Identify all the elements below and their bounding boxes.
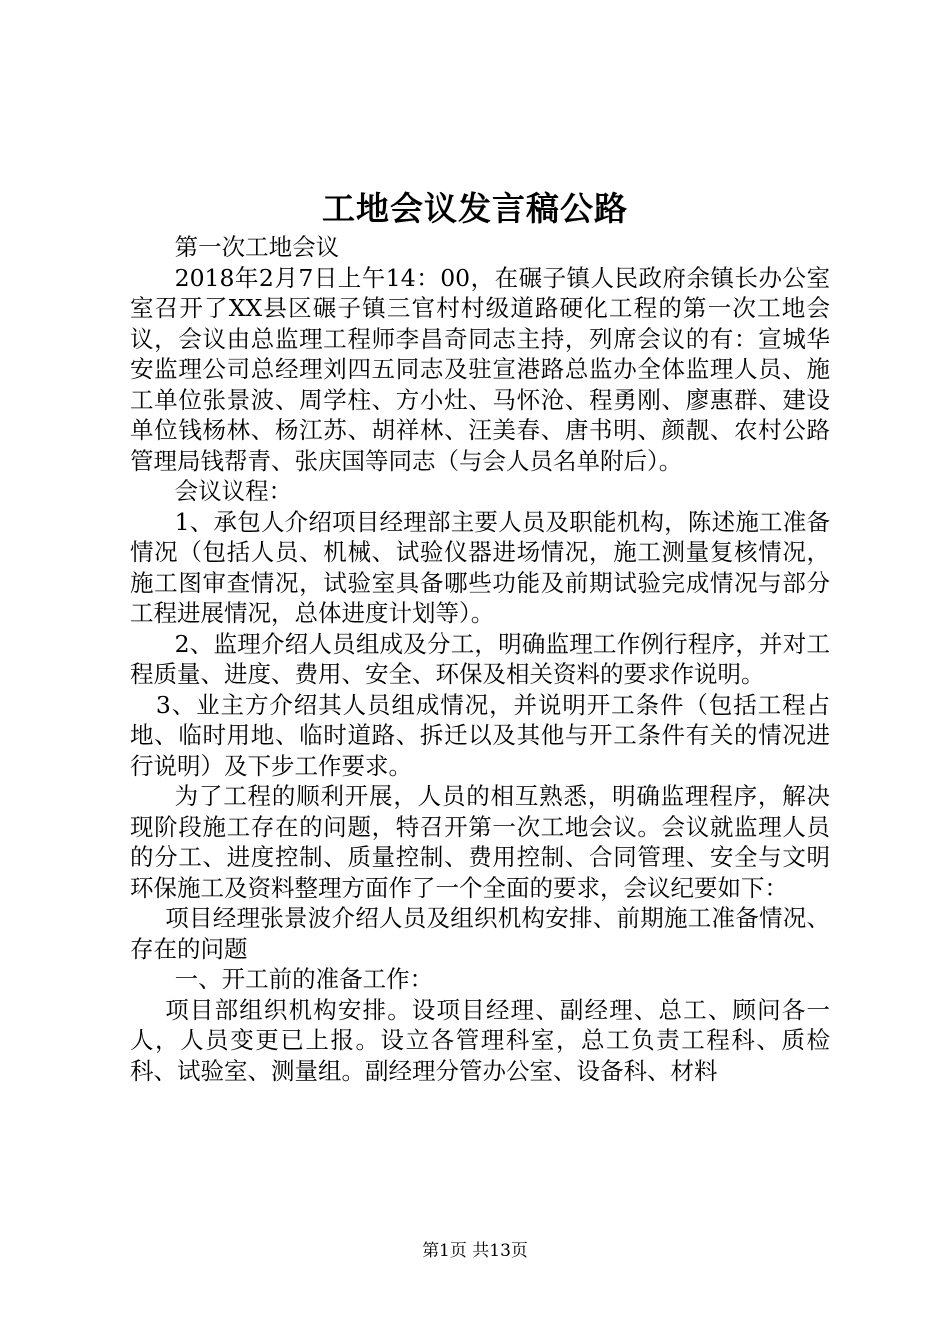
paragraph-agenda-item-2: 2、监理介绍人员组成及分工，明确监理工作例行程序，并对工程质量、进度、费用、安全、环保及相关资料的要求作说明。 xyxy=(130,629,830,688)
paragraph-meeting-purpose: 为了工程的顺利开展，人员的相互熟悉，明确监理程序，解决现阶段施工存在的问题，特召开第一次工地会议。会议就监理人员的分工、进度控制、质量控制、费用控制、合同管理、安全与文明环保施工及资料整理方面作了一个全面的要求，会议纪要如下： xyxy=(130,782,830,902)
paragraph-organization: 项目部组织机构安排。设项目经理、副经理、总工、顾问各一人，人员变更已上报。设立各管理科室，总工负责工程科、质检科、试验室、测量组。副经理分管办公室、设备科、材料 xyxy=(130,995,830,1085)
paragraph-agenda-item-3: 3、业主方介绍其人员组成情况，并说明开工条件（包括工程占地、临时用地、临时道路、拆迁以及其他与开工条件有关的情况进行说明）及下步工作要求。 xyxy=(130,690,830,780)
paragraph-agenda-heading: 会议议程： xyxy=(174,477,293,505)
paragraph-meeting-summary: 2018年2月7日上午14：00，在碾子镇人民政府余镇长办公室室召开了XX县区碾子镇三官村村级道路硬化工程的第一次工地会议，会议由总监理工程师李昌奇同志主持，列席会议的有：宣城华安监理公司总经理刘四五同志及驻宣港路总监办全体监理人员、施工单位张景波、周学柱、方小灶、马怀沧、程勇刚、廖惠群、建设单位钱杨林、杨江苏、胡祥林、汪美春、唐书明、颜靓、农村公路管理局钱帮青、张庆国等同志（与会人员名单附后）。 xyxy=(130,263,830,475)
paragraph-meeting-heading: 第一次工地会议 xyxy=(174,233,340,261)
paragraph-manager-intro: 项目经理张景波介绍人员及组织机构安排、前期施工准备情况、存在的问题 xyxy=(130,904,830,963)
page-footer: 第1页 共13页 xyxy=(422,1241,528,1261)
paragraph-section-heading: 一、开工前的准备工作： xyxy=(174,965,434,993)
document-body xyxy=(130,232,830,1086)
paragraph-agenda-item-1: 1、承包人介绍项目经理部主要人员及职能机构，陈述施工准备情况（包括人员、机械、试验仪器进场情况，施工测量复核情况，施工图审查情况，试验室具备哪些功能及前期试验完成情况与部分工程进展情况，总体进度计划等）。 xyxy=(130,507,830,627)
document-title: 工地会议发言稿公路 xyxy=(322,189,628,228)
